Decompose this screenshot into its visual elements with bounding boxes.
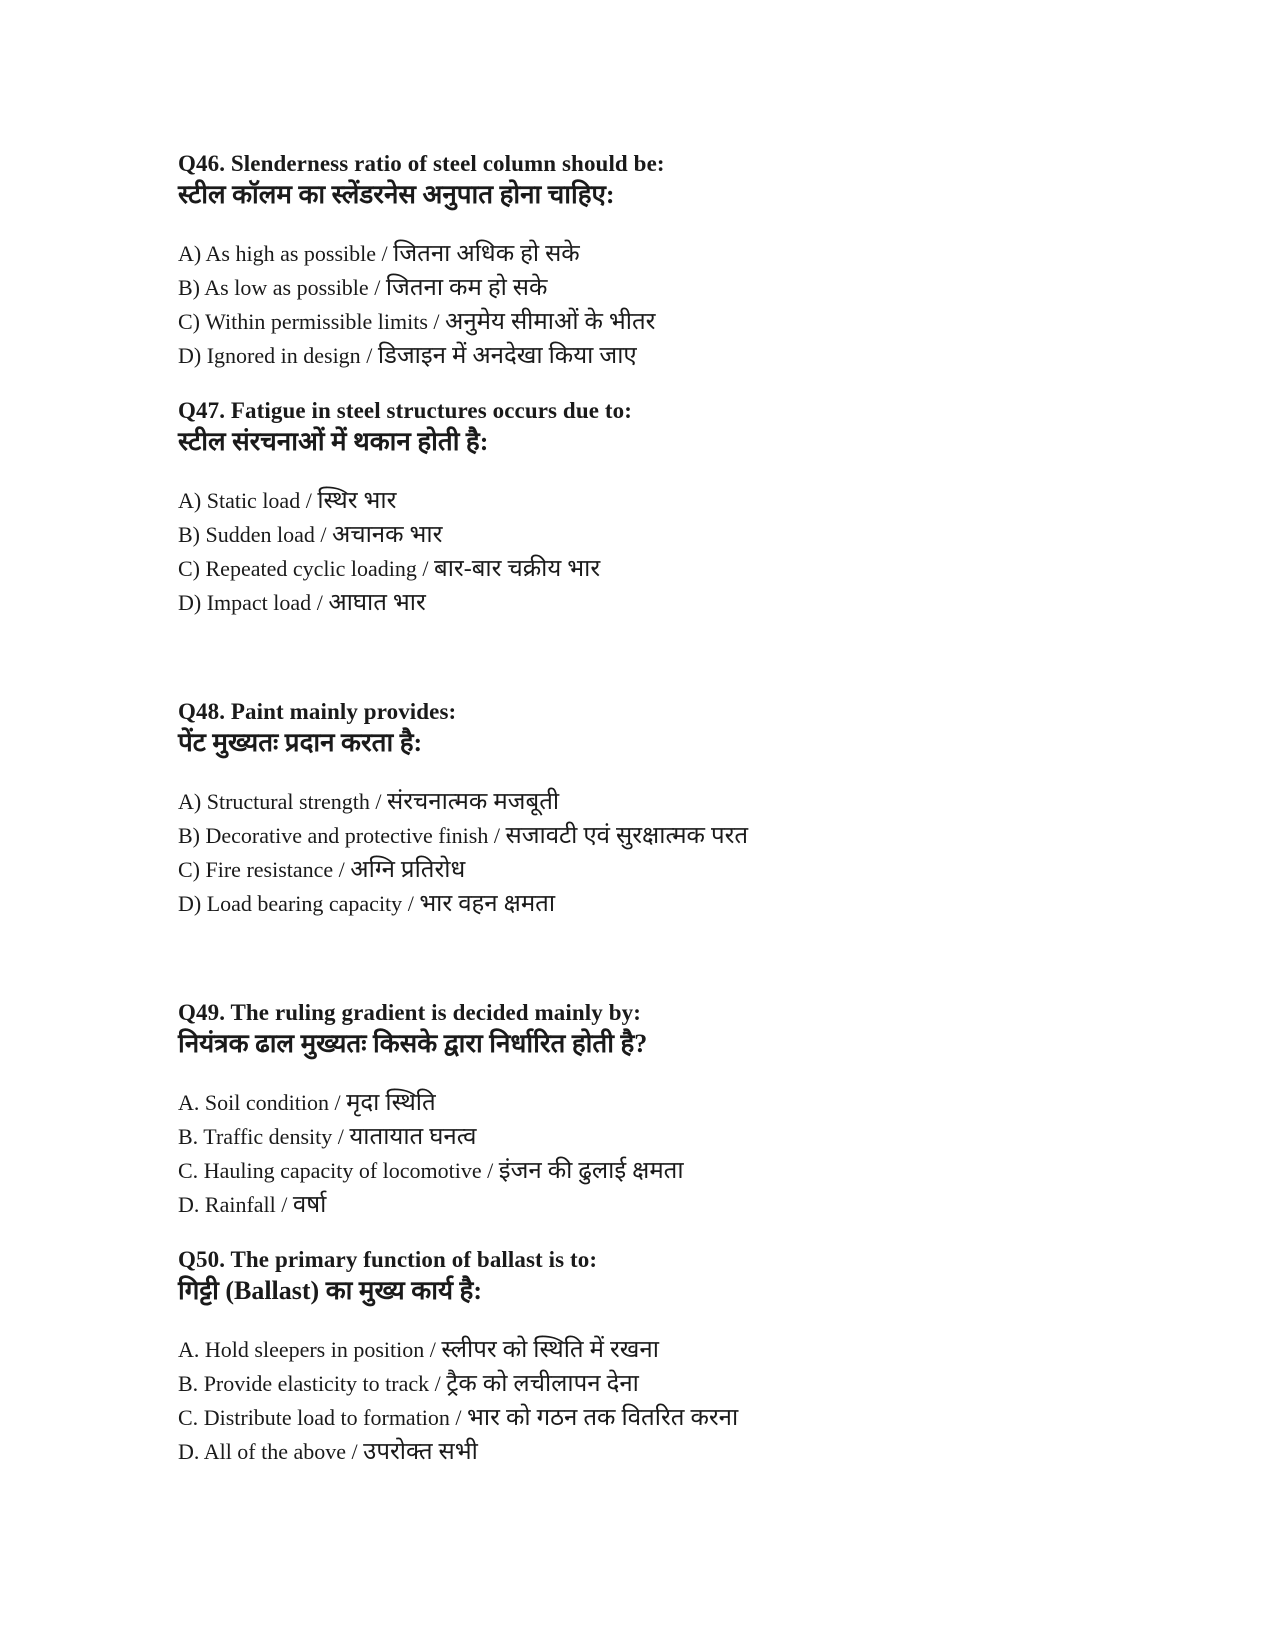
- question-heading-en: Q48. Paint mainly provides:: [178, 699, 457, 724]
- option-separator: /: [333, 857, 351, 882]
- option-label: D.: [178, 1439, 200, 1464]
- option-text-en: Decorative and protective finish: [205, 823, 489, 848]
- option-row-d: [178, 1435, 1195, 1469]
- option-label: C): [178, 857, 200, 882]
- option-text-en: Hold sleepers in position: [204, 1337, 425, 1362]
- option-label: A.: [178, 1337, 200, 1362]
- option-text-hi: उपरोक्त सभी: [363, 1439, 478, 1465]
- question-heading-hi: गिट्टी (Ballast) का मुख्य कार्य है:: [178, 1276, 482, 1305]
- option-row-a: [178, 237, 1195, 271]
- option-row-c: [178, 853, 1195, 887]
- option-label: A.: [178, 1090, 200, 1115]
- option-separator: /: [314, 522, 333, 547]
- option-text-hi: मृदा स्थिति: [346, 1090, 436, 1116]
- option-text-hi: भार वहन क्षमता: [419, 891, 556, 917]
- option-separator: /: [328, 1090, 347, 1115]
- option-separator: /: [427, 309, 446, 334]
- option-text-hi: बार-बार चक्रीय भार: [433, 556, 601, 582]
- question-heading-en: Q47. Fatigue in steel structures occurs due to:: [178, 398, 632, 423]
- option-label: D): [178, 590, 202, 615]
- option-text-hi: इंजन की ढुलाई क्षमता: [498, 1158, 684, 1184]
- option-label: C.: [178, 1158, 199, 1183]
- option-row-a: [178, 1333, 1195, 1367]
- option-row-b: [178, 819, 1195, 853]
- option-label: B): [178, 823, 200, 848]
- option-text-en: Impact load: [206, 590, 312, 615]
- option-label: B.: [178, 1124, 199, 1149]
- question-heading-hi: नियंत्रक ढाल मुख्यतः किसके द्वारा निर्धारित होती है?: [178, 1029, 648, 1058]
- option-text-en: Repeated cyclic loading: [205, 556, 417, 581]
- options-list: [178, 1333, 1195, 1469]
- option-label: D): [178, 891, 202, 916]
- option-label: B): [178, 522, 200, 547]
- option-separator: /: [368, 275, 386, 300]
- option-label: C.: [178, 1405, 199, 1430]
- option-separator: /: [346, 1439, 364, 1464]
- option-text-en: Distribute load to formation: [203, 1405, 450, 1430]
- option-text-en: Fire resistance: [205, 857, 334, 882]
- option-text-en: Provide elasticity to track: [203, 1371, 430, 1396]
- option-label: B): [178, 275, 200, 300]
- option-text-en: Load bearing capacity: [206, 891, 403, 916]
- option-text-en: Rainfall: [204, 1192, 276, 1217]
- option-separator: /: [332, 1124, 350, 1149]
- option-text-hi: आघात भार: [328, 590, 426, 616]
- option-row-c: [178, 1154, 1195, 1188]
- option-separator: /: [300, 488, 318, 513]
- option-text-hi: सजावटी एवं सुरक्षात्मक परत: [505, 823, 749, 849]
- options-list: [178, 484, 1195, 620]
- option-text-hi: स्थिर भार: [317, 488, 397, 514]
- option-text-en: Ignored in design: [206, 343, 361, 368]
- question-q50: [178, 1246, 1195, 1469]
- question-q49: [178, 999, 1195, 1222]
- option-row-b: [178, 1367, 1195, 1401]
- option-separator: /: [275, 1192, 293, 1217]
- option-text-hi: अचानक भार: [332, 522, 443, 548]
- option-text-hi: यातायात घनत्व: [349, 1124, 477, 1150]
- question-q48: [178, 698, 1195, 921]
- option-label: C): [178, 556, 200, 581]
- options-list: [178, 237, 1195, 373]
- option-label: A): [178, 789, 202, 814]
- option-text-en: As low as possible: [204, 275, 369, 300]
- option-text-hi: ट्रैक को लचीलापन देना: [446, 1371, 639, 1397]
- option-separator: /: [376, 241, 394, 266]
- option-separator: /: [481, 1158, 499, 1183]
- option-text-hi: स्लीपर को स्थिति में रखना: [441, 1337, 659, 1363]
- option-text-en: All of the above: [203, 1439, 347, 1464]
- option-separator: /: [416, 556, 434, 581]
- question-q47: [178, 397, 1195, 620]
- option-row-a: [178, 1086, 1195, 1120]
- option-separator: /: [369, 789, 387, 814]
- option-text-en: Within permissible limits: [205, 309, 428, 334]
- option-separator: /: [360, 343, 378, 368]
- question-heading-en: Q50. The primary function of ballast is to:: [178, 1247, 598, 1272]
- question-q46: [178, 150, 1195, 373]
- question-heading-hi: स्टील संरचनाओं में थकान होती है:: [178, 427, 489, 456]
- option-separator: /: [449, 1405, 468, 1430]
- question-heading-hi: पेंट मुख्यतः प्रदान करता है:: [178, 728, 423, 757]
- option-row-d: [178, 339, 1195, 373]
- option-row-d: [178, 586, 1195, 620]
- option-row-a: [178, 484, 1195, 518]
- option-text-en: Traffic density: [203, 1124, 333, 1149]
- option-label: B.: [178, 1371, 199, 1396]
- option-row-a: [178, 785, 1195, 819]
- option-label: C): [178, 309, 200, 334]
- option-text-hi: अग्नि प्रतिरोध: [350, 857, 466, 883]
- option-row-b: [178, 1120, 1195, 1154]
- option-row-c: [178, 552, 1195, 586]
- option-text-en: Structural strength: [206, 789, 370, 814]
- option-label: A): [178, 488, 202, 513]
- option-label: A): [178, 241, 202, 266]
- option-text-en: Hauling capacity of locomotive: [203, 1158, 482, 1183]
- option-separator: /: [311, 590, 329, 615]
- option-separator: /: [429, 1371, 447, 1396]
- question-heading-en: Q46. Slenderness ratio of steel column should be:: [178, 151, 665, 176]
- option-row-b: [178, 271, 1195, 305]
- option-text-hi: जितना कम हो सके: [385, 275, 548, 301]
- question-heading-en: Q49. The ruling gradient is decided mainly by:: [178, 1000, 641, 1025]
- option-separator: /: [424, 1337, 442, 1362]
- question-heading-hi: स्टील कॉलम का स्लेंडरनेस अनुपात होना चाहिए:: [178, 180, 615, 209]
- option-label: D.: [178, 1192, 200, 1217]
- option-text-hi: वर्षा: [292, 1192, 327, 1218]
- options-list: [178, 1086, 1195, 1222]
- option-text-en: Sudden load: [205, 522, 315, 547]
- option-text-hi: संरचनात्मक मजबूती: [386, 789, 560, 815]
- option-text-hi: जितना अधिक हो सके: [393, 241, 580, 267]
- option-row-b: [178, 518, 1195, 552]
- option-text-hi: अनुमेय सीमाओं के भीतर: [445, 309, 656, 335]
- option-label: D): [178, 343, 202, 368]
- options-list: [178, 785, 1195, 921]
- option-row-d: [178, 887, 1195, 921]
- option-row-c: [178, 305, 1195, 339]
- option-row-d: [178, 1188, 1195, 1222]
- option-text-hi: भार को गठन तक वितरित करना: [467, 1405, 739, 1431]
- option-separator: /: [402, 891, 420, 916]
- option-separator: /: [488, 823, 506, 848]
- option-text-hi: डिजाइन में अनदेखा किया जाए: [377, 343, 637, 369]
- option-text-en: As high as possible: [205, 241, 377, 266]
- option-text-en: Soil condition: [204, 1090, 329, 1115]
- option-text-en: Static load: [206, 488, 301, 513]
- option-row-c: [178, 1401, 1195, 1435]
